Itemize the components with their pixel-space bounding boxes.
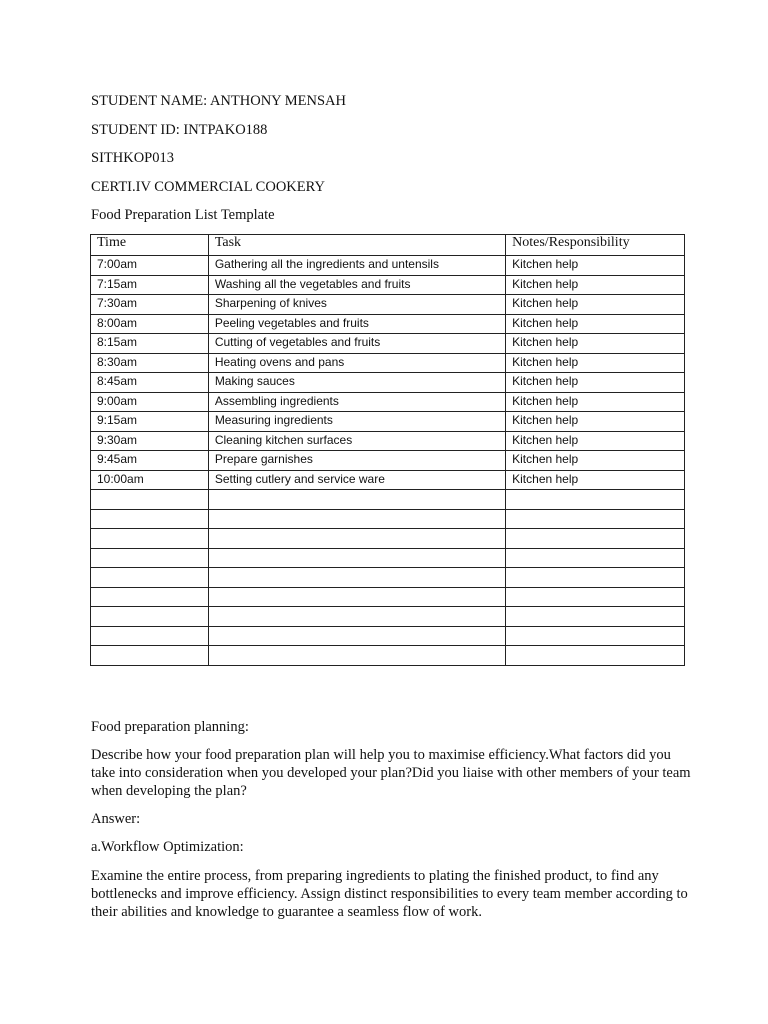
cell-task bbox=[208, 529, 505, 549]
cell-notes: Kitchen help bbox=[506, 431, 685, 451]
cell-notes bbox=[506, 587, 685, 607]
question-text: Describe how your food preparation plan will help you to maximise efficiency.What factors did you take into consideration when you developed your plan?Did you liaise with other members of your team when developing the plan? bbox=[91, 747, 691, 799]
cell-notes bbox=[506, 607, 685, 627]
cell-task bbox=[208, 490, 505, 510]
cell-task: Washing all the vegetables and fruits bbox=[208, 275, 505, 295]
table-header-row bbox=[91, 235, 685, 256]
column-header-notes: Notes/Responsibility bbox=[506, 235, 685, 256]
cell-time bbox=[91, 626, 209, 646]
cell-task: Cleaning kitchen surfaces bbox=[208, 431, 505, 451]
cell-task bbox=[208, 509, 505, 529]
table-row bbox=[91, 626, 685, 646]
table-row bbox=[91, 256, 685, 276]
cell-task: Setting cutlery and service ware bbox=[208, 470, 505, 490]
cell-notes: Kitchen help bbox=[506, 470, 685, 490]
cell-time bbox=[91, 548, 209, 568]
cell-notes: Kitchen help bbox=[506, 334, 685, 354]
table-row bbox=[91, 451, 685, 471]
cell-notes: Kitchen help bbox=[506, 314, 685, 334]
cell-notes: Kitchen help bbox=[506, 412, 685, 432]
cell-time: 9:15am bbox=[91, 412, 209, 432]
cell-time bbox=[91, 509, 209, 529]
cell-notes bbox=[506, 529, 685, 549]
table-row bbox=[91, 412, 685, 432]
table-row bbox=[91, 548, 685, 568]
table-row bbox=[91, 568, 685, 588]
cell-task bbox=[208, 548, 505, 568]
cell-task: Prepare garnishes bbox=[208, 451, 505, 471]
cell-notes: Kitchen help bbox=[506, 256, 685, 276]
cell-notes: Kitchen help bbox=[506, 353, 685, 373]
cell-time bbox=[91, 607, 209, 627]
cell-task: Cutting of vegetables and fruits bbox=[208, 334, 505, 354]
answer-label: Answer: bbox=[91, 811, 141, 827]
table-row bbox=[91, 509, 685, 529]
cell-notes bbox=[506, 548, 685, 568]
table-row bbox=[91, 314, 685, 334]
point-a-heading: a.Workflow Optimization: bbox=[91, 839, 244, 855]
table-row bbox=[91, 431, 685, 451]
cell-time: 7:15am bbox=[91, 275, 209, 295]
cell-notes: Kitchen help bbox=[506, 373, 685, 393]
cell-task: Peeling vegetables and fruits bbox=[208, 314, 505, 334]
table-row bbox=[91, 275, 685, 295]
table-row bbox=[91, 646, 685, 666]
cell-task: Assembling ingredients bbox=[208, 392, 505, 412]
cell-time: 8:15am bbox=[91, 334, 209, 354]
cell-time bbox=[91, 568, 209, 588]
cell-time bbox=[91, 646, 209, 666]
table-row bbox=[91, 607, 685, 627]
cell-time: 7:00am bbox=[91, 256, 209, 276]
column-header-time: Time bbox=[91, 235, 209, 256]
cell-time: 9:30am bbox=[91, 431, 209, 451]
cell-time: 7:30am bbox=[91, 295, 209, 315]
cell-notes bbox=[506, 490, 685, 510]
cell-task: Gathering all the ingredients and untensils bbox=[208, 256, 505, 276]
column-header-task: Task bbox=[208, 235, 505, 256]
table-row bbox=[91, 373, 685, 393]
cell-task bbox=[208, 626, 505, 646]
food-preparation-table bbox=[90, 234, 685, 666]
table-row bbox=[91, 529, 685, 549]
table-row bbox=[91, 490, 685, 510]
course-title: CERTI.IV COMMERCIAL COOKERY bbox=[91, 179, 325, 195]
student-name: STUDENT NAME: ANTHONY MENSAH bbox=[91, 93, 346, 109]
table-row bbox=[91, 587, 685, 607]
cell-task: Measuring ingredients bbox=[208, 412, 505, 432]
cell-task bbox=[208, 568, 505, 588]
table-row bbox=[91, 295, 685, 315]
student-id: STUDENT ID: INTPAKO188 bbox=[91, 122, 268, 138]
point-a-text: Examine the entire process, from preparing ingredients to plating the finished product, to find any bottlenecks and improve efficiency. Assign distinct responsibilities to every team member according to their abilities and knowledge to guarantee a seamless flow of work. bbox=[91, 868, 688, 920]
cell-notes bbox=[506, 626, 685, 646]
cell-task bbox=[208, 607, 505, 627]
table-row bbox=[91, 392, 685, 412]
cell-notes bbox=[506, 646, 685, 666]
cell-task bbox=[208, 646, 505, 666]
cell-time: 9:00am bbox=[91, 392, 209, 412]
cell-time bbox=[91, 587, 209, 607]
cell-time: 9:45am bbox=[91, 451, 209, 471]
unit-code: SITHKOP013 bbox=[91, 150, 174, 166]
planning-heading: Food preparation planning: bbox=[91, 719, 249, 735]
cell-task: Making sauces bbox=[208, 373, 505, 393]
cell-notes: Kitchen help bbox=[506, 451, 685, 471]
cell-notes: Kitchen help bbox=[506, 392, 685, 412]
cell-time: 8:45am bbox=[91, 373, 209, 393]
cell-time: 8:00am bbox=[91, 314, 209, 334]
table-row bbox=[91, 353, 685, 373]
table-row bbox=[91, 470, 685, 490]
cell-notes bbox=[506, 509, 685, 529]
cell-notes bbox=[506, 568, 685, 588]
template-title: Food Preparation List Template bbox=[91, 207, 275, 223]
cell-time bbox=[91, 490, 209, 510]
cell-task bbox=[208, 587, 505, 607]
cell-notes: Kitchen help bbox=[506, 295, 685, 315]
cell-time: 8:30am bbox=[91, 353, 209, 373]
cell-time bbox=[91, 529, 209, 549]
cell-task: Sharpening of knives bbox=[208, 295, 505, 315]
cell-notes: Kitchen help bbox=[506, 275, 685, 295]
table-row bbox=[91, 334, 685, 354]
cell-time: 10:00am bbox=[91, 470, 209, 490]
cell-task: Heating ovens and pans bbox=[208, 353, 505, 373]
